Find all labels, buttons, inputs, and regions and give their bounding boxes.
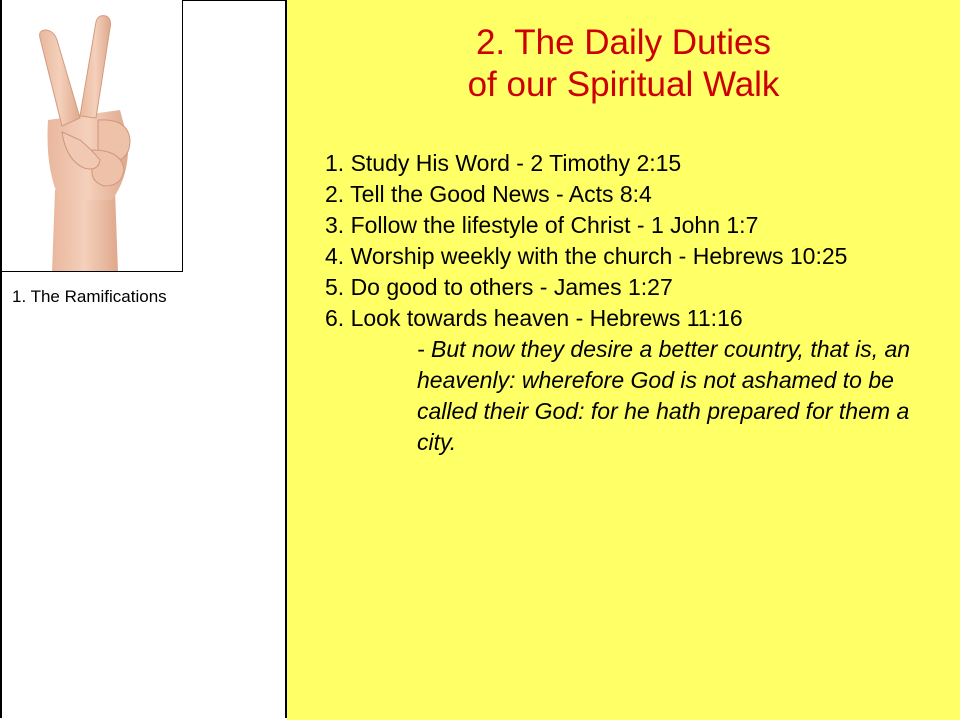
slide-title-line-2: of our Spiritual Walk (467, 65, 780, 104)
list-item (325, 303, 950, 458)
sidebar-panel (0, 0, 285, 720)
sidebar-frame (0, 0, 287, 718)
list-item: 1. Study His Word - 2 Timothy 2:15 (325, 150, 682, 176)
list-item: 3. Follow the lifestyle of Christ - 1 John 1:7 (325, 212, 759, 238)
slide-title-line-1: 2. The Daily Duties (475, 23, 772, 62)
list-item: 5. Do good to others - James 1:27 (325, 274, 673, 300)
duties-list (325, 148, 950, 458)
list-item: 2. Tell the Good News - Acts 8:4 (325, 181, 652, 207)
slide-title (287, 22, 960, 106)
list-item: 4. Worship weekly with the church - Hebrews 10:25 (325, 243, 848, 269)
scripture-quote: - But now they desire a better country, that is, an heavenly: wherefore God is not ashamed to be called their God: for he hath prepared for them a city. (417, 336, 911, 455)
list-item-text: 6. Look towards heaven - Hebrews 11:16 (325, 305, 743, 331)
slide-content (287, 0, 960, 720)
sidebar-caption[interactable]: 1. The Ramifications (12, 287, 167, 306)
